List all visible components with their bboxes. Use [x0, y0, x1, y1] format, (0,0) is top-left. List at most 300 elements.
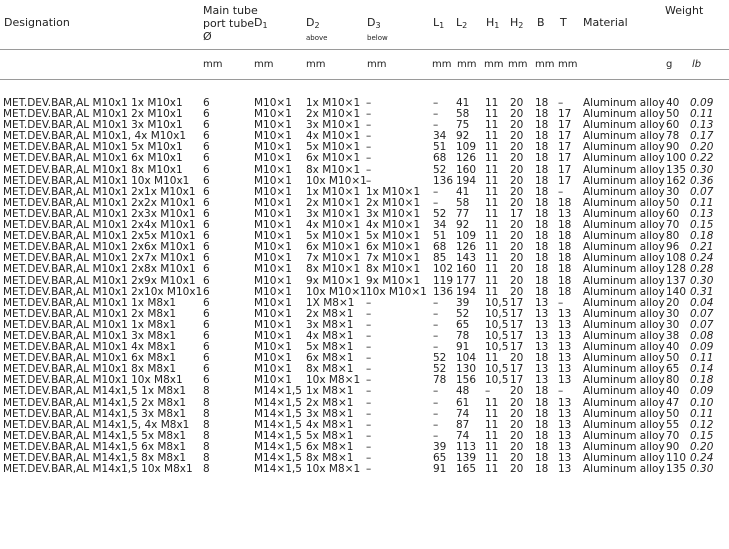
cell-b: 18: [535, 418, 549, 431]
cell-d2: 5x M10×1: [306, 141, 361, 154]
cell-h2: 20: [510, 385, 524, 398]
cell-d3: –: [366, 418, 372, 431]
cell-d1: M14×1,5: [254, 407, 302, 420]
cell-h2: 20: [510, 263, 524, 276]
cell-l1: 52: [433, 352, 447, 365]
cell-d3: –: [366, 363, 372, 376]
cell-d1: M10×1: [254, 219, 292, 232]
cell-b: 18: [535, 196, 549, 209]
cell-l2: 177: [456, 274, 477, 287]
cell-d3: 8x M10×1: [366, 263, 421, 276]
cell-l2: 104: [456, 352, 477, 365]
cell-b: 13: [535, 318, 549, 331]
cell-h1: 11: [485, 418, 499, 431]
cell-g: 140: [666, 285, 687, 298]
cell-h1: 11: [485, 219, 499, 232]
cell-l1: 34: [433, 130, 447, 143]
cell-h1: 11: [485, 196, 499, 209]
cell-l1: 68: [433, 152, 447, 165]
cell-lb: 0.07: [690, 318, 714, 331]
header-l2-letter: L: [456, 16, 463, 29]
cell-g: 135: [666, 163, 687, 176]
table-row: [0, 264, 729, 275]
cell-h1: 11: [485, 152, 499, 165]
cell-h1: 11: [485, 230, 499, 243]
cell-l1: –: [433, 396, 439, 409]
cell-designation: MET.DEV.BAR,AL M10x1 2x3x M10x1: [3, 207, 196, 220]
cell-material: Aluminum alloy: [583, 329, 665, 342]
cell-designation: MET.DEV.BAR,AL M14x1,5 2x M8x1: [3, 396, 187, 409]
cell-lb: 0.07: [690, 185, 714, 198]
cell-l1: –: [433, 341, 439, 354]
cell-h1: 11: [485, 174, 499, 187]
cell-h1: 11: [485, 119, 499, 132]
unit-l2: mm: [457, 59, 477, 70]
cell-b: 13: [535, 363, 549, 376]
cell-material: Aluminum alloy: [583, 274, 665, 287]
header-d3: [367, 16, 388, 45]
cell-h1: 11: [485, 429, 499, 442]
cell-l1: –: [433, 185, 439, 198]
cell-t: 13: [558, 452, 572, 464]
cell-h2: 20: [510, 429, 524, 442]
cell-h2: 20: [510, 452, 524, 464]
cell-designation: MET.DEV.BAR,AL M10x1 8x M8x1: [3, 363, 176, 376]
cell-l1: –: [433, 307, 439, 320]
cell-material: Aluminum alloy: [583, 241, 665, 254]
cell-d3: 2x M10×1: [366, 196, 421, 209]
cell-tube: 6: [203, 285, 210, 298]
cell-designation: MET.DEV.BAR,AL M10x1 2x2x M10x1: [3, 196, 196, 209]
cell-designation: MET.DEV.BAR,AL M10x1 2x4x M10x1: [3, 219, 196, 232]
cell-l2: 41: [456, 185, 470, 198]
cell-tube: 6: [203, 219, 210, 232]
cell-d1: M10×1: [254, 263, 292, 276]
cell-d3: –: [366, 119, 372, 132]
cell-designation: MET.DEV.BAR,AL M10x1 2x M8x1: [3, 307, 176, 320]
cell-h1: 11: [485, 241, 499, 254]
cell-d3: –: [366, 296, 372, 309]
header-h2: [510, 16, 523, 32]
cell-l2: 165: [456, 463, 477, 476]
cell-g: 38: [666, 329, 680, 342]
cell-h1: 11: [485, 285, 499, 298]
cell-tube: 6: [203, 230, 210, 243]
cell-b: 18: [535, 119, 549, 132]
cell-lb: 0.21: [690, 241, 714, 254]
cell-designation: MET.DEV.BAR,AL M10x1 2x1x M10x1: [3, 185, 196, 198]
cell-material: Aluminum alloy: [583, 252, 665, 265]
cell-lb: 0.30: [690, 163, 714, 176]
cell-b: 18: [535, 174, 549, 187]
cell-t: 13: [558, 463, 572, 476]
cell-l1: 52: [433, 207, 447, 220]
cell-tube: 8: [203, 452, 210, 464]
cell-t: 13: [558, 341, 572, 354]
cell-d2: 4x M8×1: [306, 418, 354, 431]
cell-material: Aluminum alloy: [583, 185, 665, 198]
cell-lb: 0.07: [690, 307, 714, 320]
cell-d1: M10×1: [254, 108, 292, 121]
cell-h1: 11: [485, 130, 499, 143]
cell-material: Aluminum alloy: [583, 407, 665, 420]
cell-tube: 6: [203, 329, 210, 342]
table-row: [0, 464, 729, 475]
cell-t: 13: [558, 207, 572, 220]
cell-designation: MET.DEV.BAR,AL M10x1 2x10x M10x1: [3, 285, 203, 298]
cell-d3: –: [366, 163, 372, 176]
cell-h2: 20: [510, 97, 524, 109]
cell-b: 18: [535, 352, 549, 365]
cell-d2: 6x M8×1: [306, 440, 354, 453]
cell-h1: 10,5: [485, 318, 509, 331]
cell-designation: MET.DEV.BAR,AL M10x1 4x M8x1: [3, 341, 176, 354]
cell-d1: M10×1: [254, 241, 292, 254]
cell-h1: 11: [485, 452, 499, 464]
cell-lb: 0.09: [690, 385, 714, 398]
cell-l1: –: [433, 196, 439, 209]
cell-l1: 34: [433, 219, 447, 232]
cell-h2: 20: [510, 274, 524, 287]
cell-l1: –: [433, 429, 439, 442]
cell-d1: M10×1: [254, 174, 292, 187]
cell-lb: 0.22: [690, 152, 714, 165]
header-diameter-symbol: Ø: [203, 30, 212, 43]
cell-b: 18: [535, 452, 549, 464]
cell-b: 18: [535, 274, 549, 287]
header-d1: [254, 16, 268, 32]
cell-material: Aluminum alloy: [583, 196, 665, 209]
cell-material: Aluminum alloy: [583, 463, 665, 476]
cell-d3: 3x M10×1: [366, 207, 421, 220]
cell-lb: 0.11: [690, 108, 714, 121]
cell-d2: 10x M8×1: [306, 374, 361, 387]
cell-material: Aluminum alloy: [583, 363, 665, 376]
cell-l1: –: [433, 418, 439, 431]
cell-d1: M14×1,5: [254, 429, 302, 442]
cell-lb: 0.12: [690, 418, 714, 431]
cell-b: 18: [535, 263, 549, 276]
cell-d2: 10x M8×1: [306, 463, 361, 476]
cell-l2: 130: [456, 363, 477, 376]
cell-b: 13: [535, 307, 549, 320]
cell-tube: 6: [203, 152, 210, 165]
cell-l1: 78: [433, 374, 447, 387]
cell-d2: 2x M8×1: [306, 396, 354, 409]
cell-h1: 10,5: [485, 341, 509, 354]
header-d1-letter: D: [254, 16, 263, 29]
cell-lb: 0.36: [690, 174, 714, 187]
cell-tube: 6: [203, 318, 210, 331]
cell-d3: –: [366, 341, 372, 354]
unit-h2: mm: [508, 59, 528, 70]
cell-d3: –: [366, 429, 372, 442]
header-main-tube-line2: port tube: [203, 17, 255, 30]
cell-g: 128: [666, 263, 687, 276]
cell-l2: 52: [456, 307, 470, 320]
cell-h2: 17: [510, 307, 524, 320]
cell-designation: MET.DEV.BAR,AL M14x1,5 1x M8x1: [3, 385, 187, 398]
cell-g: 70: [666, 429, 680, 442]
cell-designation: MET.DEV.BAR,AL M10x1 8x M10x1: [3, 163, 183, 176]
table-row: [0, 398, 729, 409]
cell-l2: 48: [456, 385, 470, 398]
cell-d1: M10×1: [254, 329, 292, 342]
cell-d2: 1x M8×1: [306, 385, 354, 398]
cell-d3: –: [366, 452, 372, 464]
cell-b: 18: [535, 207, 549, 220]
cell-t: 17: [558, 119, 572, 132]
cell-d1: M10×1: [254, 130, 292, 143]
header-rule-top: [0, 49, 729, 50]
cell-tube: 8: [203, 440, 210, 453]
cell-tube: 8: [203, 418, 210, 431]
cell-designation: MET.DEV.BAR,AL M10x1 10x M10x1: [3, 174, 190, 187]
cell-b: 13: [535, 296, 549, 309]
cell-lb: 0.31: [690, 285, 714, 298]
cell-d2: 1x M10×1: [306, 185, 361, 198]
cell-h2: 20: [510, 174, 524, 187]
cell-d2: 3x M8×1: [306, 407, 354, 420]
cell-h2: 20: [510, 108, 524, 121]
cell-d1: M10×1: [254, 141, 292, 154]
cell-d2: 8x M10×1: [306, 263, 361, 276]
cell-d3: –: [366, 385, 372, 398]
cell-h2: 20: [510, 418, 524, 431]
cell-l1: –: [433, 407, 439, 420]
cell-tube: 6: [203, 374, 210, 387]
cell-d2: 6x M10×1: [306, 241, 361, 254]
cell-material: Aluminum alloy: [583, 440, 665, 453]
cell-d3: –: [366, 108, 372, 121]
cell-t: 18: [558, 252, 572, 265]
cell-material: Aluminum alloy: [583, 396, 665, 409]
cell-t: 13: [558, 407, 572, 420]
cell-tube: 8: [203, 429, 210, 442]
cell-t: –: [558, 385, 564, 398]
cell-h2: 20: [510, 141, 524, 154]
cell-designation: MET.DEV.BAR,AL M10x1, 4x M10x1: [3, 130, 187, 143]
cell-material: Aluminum alloy: [583, 119, 665, 132]
cell-lb: 0.30: [690, 463, 714, 476]
cell-material: Aluminum alloy: [583, 163, 665, 176]
cell-designation: MET.DEV.BAR,AL M14x1,5 5x M8x1: [3, 429, 187, 442]
cell-g: 70: [666, 219, 680, 232]
cell-b: 18: [535, 97, 549, 109]
cell-h2: 20: [510, 230, 524, 243]
header-h1-sub: 1: [494, 21, 500, 30]
cell-d2: 1x M10×1: [306, 97, 361, 109]
cell-d2: 6x M8×1: [306, 352, 354, 365]
cell-d2: 4x M8×1: [306, 329, 354, 342]
cell-material: Aluminum alloy: [583, 97, 665, 109]
cell-d1: M10×1: [254, 152, 292, 165]
cell-t: –: [558, 296, 564, 309]
cell-d2: 8x M8×1: [306, 363, 354, 376]
cell-d1: M10×1: [254, 119, 292, 132]
cell-tube: 6: [203, 241, 210, 254]
cell-designation: MET.DEV.BAR,AL M10x1 2x5x M10x1: [3, 230, 196, 243]
cell-h2: 20: [510, 440, 524, 453]
cell-tube: 6: [203, 352, 210, 365]
cell-b: 18: [535, 219, 549, 232]
cell-material: Aluminum alloy: [583, 374, 665, 387]
cell-d1: M10×1: [254, 163, 292, 176]
cell-material: Aluminum alloy: [583, 307, 665, 320]
cell-designation: MET.DEV.BAR,AL M10x1 2x7x M10x1: [3, 252, 196, 265]
cell-h1: 10,5: [485, 307, 509, 320]
cell-t: 13: [558, 440, 572, 453]
cell-t: 17: [558, 130, 572, 143]
unit-l1: mm: [432, 59, 452, 70]
cell-g: 50: [666, 108, 680, 121]
cell-d1: M10×1: [254, 97, 292, 109]
cell-l2: 75: [456, 119, 470, 132]
cell-material: Aluminum alloy: [583, 296, 665, 309]
unit-h1: mm: [484, 59, 504, 70]
header-d3-note: below: [367, 34, 388, 42]
cell-tube: 6: [203, 119, 210, 132]
cell-h2: 20: [510, 252, 524, 265]
cell-d3: 10x M10×1: [366, 285, 427, 298]
cell-b: 18: [535, 285, 549, 298]
cell-tube: 6: [203, 296, 210, 309]
cell-designation: MET.DEV.BAR,AL M10x1 1x M8x1: [3, 318, 176, 331]
table-row: [0, 153, 729, 164]
cell-d3: –: [366, 352, 372, 365]
cell-lb: 0.11: [690, 407, 714, 420]
unit-g: g: [666, 59, 673, 70]
cell-material: Aluminum alloy: [583, 174, 665, 187]
cell-l2: 41: [456, 97, 470, 109]
header-h2-letter: H: [510, 16, 519, 29]
cell-l2: 74: [456, 429, 470, 442]
cell-lb: 0.09: [690, 97, 714, 109]
cell-tube: 6: [203, 185, 210, 198]
cell-tube: 6: [203, 141, 210, 154]
cell-tube: 6: [203, 130, 210, 143]
cell-b: 18: [535, 407, 549, 420]
cell-g: 80: [666, 230, 680, 243]
cell-lb: 0.17: [690, 130, 714, 143]
cell-h2: 20: [510, 285, 524, 298]
cell-material: Aluminum alloy: [583, 285, 665, 298]
cell-g: 60: [666, 119, 680, 132]
cell-h1: 11: [485, 185, 499, 198]
cell-b: 13: [535, 329, 549, 342]
cell-b: 18: [535, 440, 549, 453]
cell-h2: 17: [510, 341, 524, 354]
header-d2: [306, 16, 327, 45]
cell-b: 18: [535, 185, 549, 198]
cell-designation: MET.DEV.BAR,AL M14x1,5 3x M8x1: [3, 407, 187, 420]
cell-g: 100: [666, 152, 687, 165]
cell-l1: 52: [433, 163, 447, 176]
cell-t: 17: [558, 163, 572, 176]
cell-material: Aluminum alloy: [583, 341, 665, 354]
cell-d2: 3x M8×1: [306, 318, 354, 331]
cell-g: 110: [666, 452, 687, 464]
cell-h1: 11: [485, 207, 499, 220]
cell-h2: 17: [510, 318, 524, 331]
cell-designation: MET.DEV.BAR,AL M14x1,5 10x M8x1: [3, 463, 193, 476]
cell-b: 18: [535, 241, 549, 254]
cell-t: 18: [558, 196, 572, 209]
cell-g: 40: [666, 385, 680, 398]
cell-h2: 20: [510, 163, 524, 176]
cell-d1: M10×1: [254, 318, 292, 331]
cell-h2: 17: [510, 296, 524, 309]
cell-b: 13: [535, 341, 549, 354]
cell-designation: MET.DEV.BAR,AL M10x1 6x M8x1: [3, 352, 176, 365]
cell-lb: 0.10: [690, 396, 714, 409]
cell-tube: 6: [203, 196, 210, 209]
cell-d3: –: [366, 97, 372, 109]
cell-material: Aluminum alloy: [583, 108, 665, 121]
cell-tube: 6: [203, 252, 210, 265]
cell-lb: 0.09: [690, 341, 714, 354]
cell-l2: 39: [456, 296, 470, 309]
cell-d2: 5x M10×1: [306, 230, 361, 243]
cell-lb: 0.30: [690, 274, 714, 287]
cell-d2: 9x M10×1: [306, 274, 361, 287]
cell-d1: M14×1,5: [254, 463, 302, 476]
cell-g: 30: [666, 318, 680, 331]
cell-d2: 4x M10×1: [306, 130, 361, 143]
cell-h1: 10,5: [485, 296, 509, 309]
cell-d3: 4x M10×1: [366, 219, 421, 232]
cell-h1: 10,5: [485, 329, 509, 342]
cell-lb: 0.15: [690, 429, 714, 442]
cell-material: Aluminum alloy: [583, 263, 665, 276]
cell-b: 18: [535, 152, 549, 165]
cell-h1: 11: [485, 252, 499, 265]
cell-h2: 20: [510, 352, 524, 365]
header-l2: [456, 16, 467, 32]
cell-d2: 5x M8×1: [306, 429, 354, 442]
cell-tube: 6: [203, 307, 210, 320]
cell-t: 13: [558, 363, 572, 376]
cell-b: 18: [535, 141, 549, 154]
cell-g: 55: [666, 418, 680, 431]
cell-l1: –: [433, 119, 439, 132]
cell-d2: 3x M10×1: [306, 207, 361, 220]
cell-d2: 6x M10×1: [306, 152, 361, 165]
cell-l2: 160: [456, 263, 477, 276]
header-h2-sub: 2: [518, 21, 524, 30]
header-d3-sub: 3: [375, 21, 381, 30]
cell-l2: 91: [456, 341, 470, 354]
cell-g: 78: [666, 130, 680, 143]
cell-d2: 2x M10×1: [306, 108, 361, 121]
cell-b: 18: [535, 385, 549, 398]
cell-t: 13: [558, 352, 572, 365]
cell-d1: M10×1: [254, 285, 292, 298]
cell-designation: MET.DEV.BAR,AL M10x1 5x M10x1: [3, 141, 183, 154]
cell-d2: 5x M8×1: [306, 341, 354, 354]
cell-l1: 52: [433, 363, 447, 376]
cell-g: 137: [666, 274, 687, 287]
cell-tube: 6: [203, 108, 210, 121]
cell-l1: 85: [433, 252, 447, 265]
cell-g: 30: [666, 185, 680, 198]
unit-t: mm: [558, 59, 578, 70]
cell-d1: M14×1,5: [254, 385, 302, 398]
cell-l2: 58: [456, 108, 470, 121]
cell-d2: 8x M10×1: [306, 163, 361, 176]
cell-d1: M14×1,5: [254, 452, 302, 464]
cell-tube: 6: [203, 163, 210, 176]
